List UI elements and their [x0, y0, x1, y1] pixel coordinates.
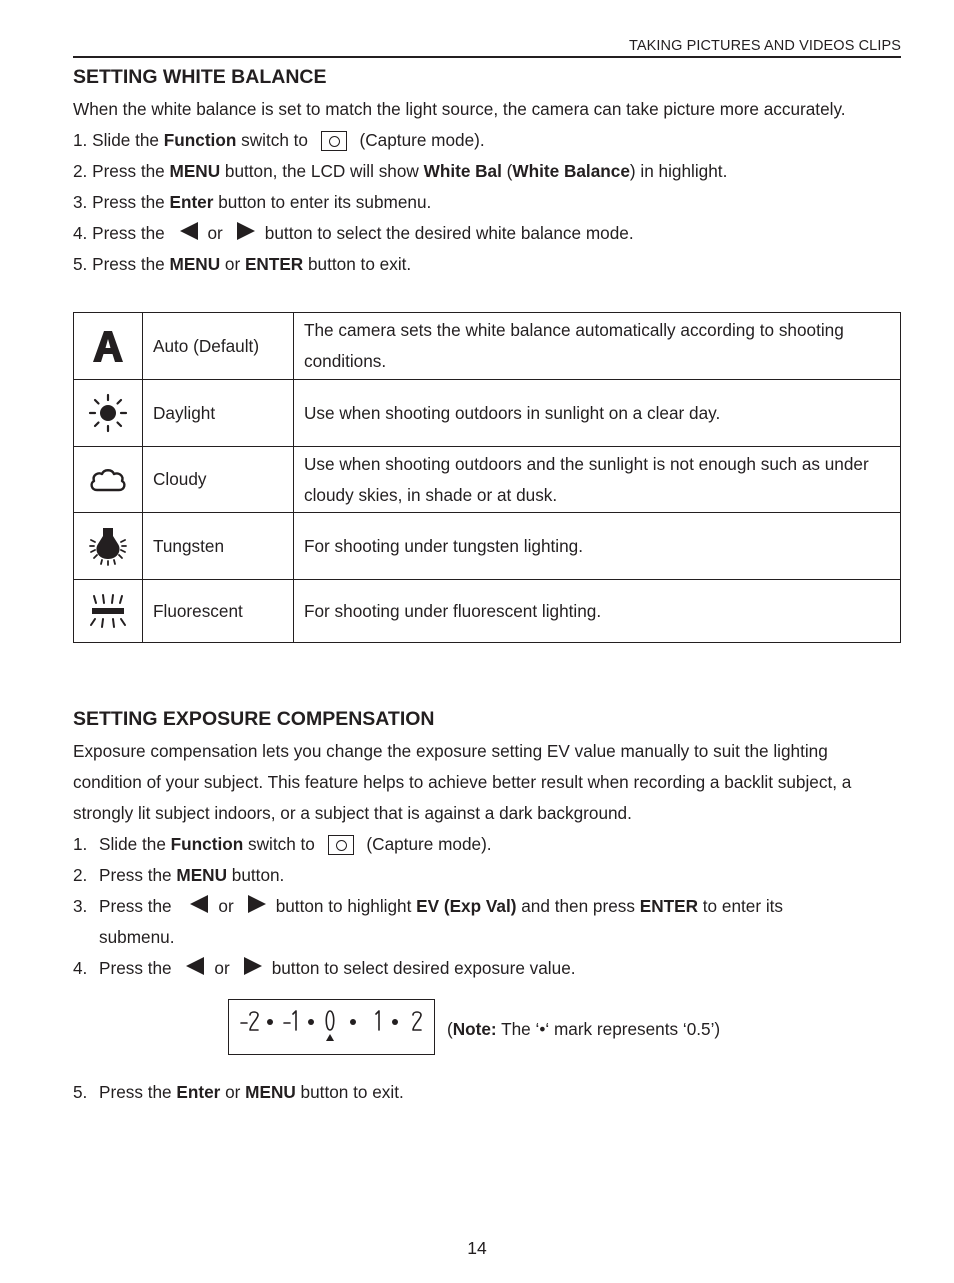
wb-mode-desc: For shooting under fluorescent lighting. — [294, 580, 901, 643]
wb-mode-name: Tungsten — [143, 513, 294, 580]
ev-scale-display — [228, 999, 435, 1055]
left-arrow-icon — [186, 957, 204, 975]
right-arrow-icon — [244, 957, 262, 975]
bulb-icon — [74, 513, 143, 580]
ev-step-5: 5. Press the Enter or MENU button to exit. — [73, 1082, 404, 1102]
camera-icon — [328, 835, 354, 855]
page-number: 14 — [467, 1238, 487, 1258]
auto-a-icon — [74, 313, 143, 380]
wb-mode-desc: The camera sets the white balance automatically according to shooting conditions. — [294, 313, 901, 380]
wb-step-4: 4. Press the or button to select the desired white balance mode. — [73, 223, 634, 243]
ev-note: (Note: The ‘•‘ mark represents ‘0.5’) — [447, 1019, 721, 1039]
ev-step-4: 4. Press the or button to select desired exposure value. — [73, 958, 576, 978]
right-arrow-icon — [237, 222, 255, 240]
ev-intro-line: condition of your subject. This feature helps to achieve better result when recording a backlit subject, a — [73, 772, 852, 792]
cloud-icon — [74, 447, 143, 513]
ev-step-1: 1. Slide the Function switch to (Capture mode). — [73, 834, 492, 854]
ev-intro-line: strongly lit subject indoors, or a subject that is against a dark background. — [73, 803, 632, 823]
table-row — [74, 513, 901, 580]
wb-mode-desc: For shooting under tungsten lighting. — [294, 513, 901, 580]
wb-mode-name: Fluorescent — [143, 580, 294, 643]
wb-step-1: 1. Slide the Function switch to (Capture mode). — [73, 130, 485, 150]
wb-step-5: 5. Press the MENU or ENTER button to exit. — [73, 254, 412, 274]
section-title-exposure: SETTING EXPOSURE COMPENSATION — [73, 708, 435, 730]
camera-icon — [321, 131, 347, 151]
sun-icon — [74, 380, 143, 447]
ev-step-3: 3. Press the or button to highlight EV (Exp Val) and then press ENTER to enter its — [73, 896, 784, 916]
table-row — [74, 580, 901, 643]
table-row — [74, 380, 901, 447]
ev-step-2: 2. Press the MENU button. — [73, 865, 285, 885]
white-balance-table — [73, 312, 901, 643]
wb-mode-name: Auto (Default) — [143, 313, 294, 380]
wb-step-2: 2. Press the MENU button, the LCD will show White Bal (White Balance) in highlight. — [73, 161, 728, 181]
wb-mode-name: Cloudy — [143, 447, 294, 513]
fluorescent-icon — [74, 580, 143, 643]
ev-intro-line: Exposure compensation lets you change the exposure setting EV value manually to suit the lighting — [73, 741, 828, 761]
table-row — [74, 313, 901, 380]
wb-mode-desc: Use when shooting outdoors in sunlight on a clear day. — [294, 380, 901, 447]
wb-mode-desc: Use when shooting outdoors and the sunlight is not enough such as under cloudy skies, in shade or at dusk. — [294, 447, 901, 513]
right-arrow-icon — [248, 895, 266, 913]
wb-intro: When the white balance is set to match the light source, the camera can take picture more accurately. — [73, 99, 846, 119]
left-arrow-icon — [190, 895, 208, 913]
left-arrow-icon — [180, 222, 198, 240]
wb-step-3: 3. Press the Enter button to enter its submenu. — [73, 192, 432, 212]
table-row — [74, 447, 901, 513]
section-title-white-balance: SETTING WHITE BALANCE — [73, 66, 327, 88]
wb-mode-name: Daylight — [143, 380, 294, 447]
ev-step-3-continued: submenu. — [99, 927, 175, 947]
header-rule — [73, 56, 901, 58]
running-header: TAKING PICTURES AND VIDEOS CLIPS — [628, 38, 901, 54]
